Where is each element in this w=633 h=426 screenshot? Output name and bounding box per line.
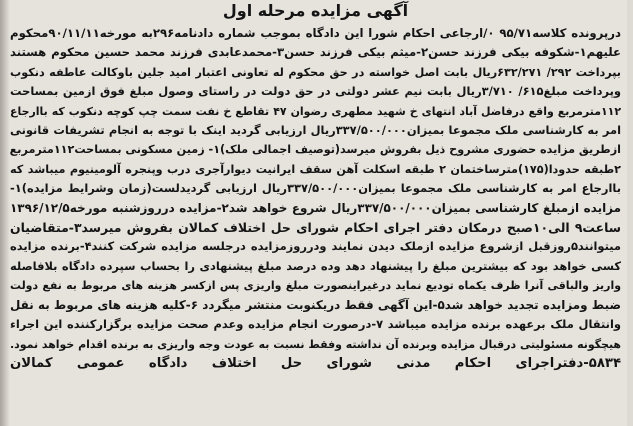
- notice-line: مزایده ازمبلغ کارشناسی بمیزان۳۳۷/۵۰۰/۰۰۰ریال شروع خواهد شد۲-مزایده درروزشنبه مورخه۱۳۹۶/۱۲/۵: [10, 200, 621, 215]
- page-edge-shadow: [0, 0, 10, 426]
- notice-line: درپرونده کلاسه۹۵/۷۱ ۰/ارجاعی احکام شورا این دادگاه بموجب شماره دادنامه۲۹۶به مورخه۹۰/۱۱/۱۱محکوم: [10, 26, 621, 40]
- notice-line: میتوانند۵روزقبل ازشروع مزایده ازملک دیدن نمایند ودرروزمزایده درجلسه مزایده شرکت کنند۴-برنده مزایده: [10, 239, 621, 254]
- notice-title: آگهی مزایده مرحله اول: [222, 1, 409, 20]
- notice-line: واریز والباقی آنرا ظرف یکماه تودیع نماید درغیراینصورت مبلغ واریزی پس ازکسر هزینه های مربوط به نفع دولت: [10, 279, 621, 293]
- notice-line: ۲طبقه حدودا(۱۷۵)مترساختمان ۲ طبقه اسکلت آهن سقف ایرانیت دیوارآجری درب وپنجره آلومینیوم میباشد که: [10, 162, 621, 176]
- notice-body: [4, 24, 627, 354]
- notice-line: وپرداخت مبلغ۶۱۵/ ۳/۷۱۰ریال بابت نیم عشر دولتی در حق دولت در راستای وصول مبلغ فوق ازمین بمساحت: [10, 84, 621, 99]
- notice-line: ساعت۹ الی۱۰صبح درمکان دفتر اجرای احکام شورای حل اختلاف کمالان بفروش میرسد۳-متقاضیان: [10, 220, 621, 236]
- notice-line: ۱۱۲مترمربع واقع درفاضل آباد انتهای خ شهید مطهری رضوان ۴۷ تقاطع خ نفت سمت چپ کوچه دنکوب که باارجاع: [10, 104, 621, 118]
- notice-line: هیچگونه مسئولیتی درقبال مزایده وبرنده آن نداشته وفقط نسبت به عودت وجه واریزی به برنده اقدام خواهد نمود.: [10, 337, 621, 351]
- notice-line: ضبط ومزایده تجدید خواهد شد۵-این آگهی فقط دریکنوبت منتشر میگردد ۶-کلیه هزینه های مربوط به نقل: [10, 297, 621, 312]
- notice-line: وانتقال ملک برعهده برنده مزایده میباشد ۷-درصورت انجام مزایده وعدم صحت مزایده برگزارکننده این اجراء: [10, 317, 621, 332]
- notice-page: [4, 0, 627, 426]
- notice-line: بپرداخت ۲۹۲/ ۶۳۲/۲۷۱ریال بابت اصل خواسته در حق محکوم له تعاونی اعتبار امید جلین باوکالت عاطفه دنکوب: [10, 65, 621, 79]
- notice-line: علیهم۱-شکوفه بیکی فرزند حسن۲-میثم بیکی فرزند حسن۳-محمدعابدی فرزند محمد حسین محکوم هستند: [10, 45, 621, 60]
- notice-line: ازطریق مزایده حضوری مشروح ذیل بفروش میرسد(توصیف اجمالی ملک)۱- زمین مسکونی بمساحت۱۱۲مترمربع: [10, 143, 621, 157]
- notice-footer: ۵۸۳۴-دفتراجرای احکام مدنی شورای حل اختلاف دادگاه عمومی کمالان: [10, 355, 621, 371]
- notice-line: باارجاع امر به کارشناسی ملک مجموعا بمیزان۳۳۷/۵۰۰/۰۰۰ریال ارزیابی گردیدلست(زمان وشرایط مزایده)۱-: [10, 181, 621, 196]
- notice-line: کسی خواهد بود که بیشترین مبلغ را پیشنهاد دهد وده درصد مبلغ پیشنهادی را بحساب سپرده دادگاه بلافاصله: [10, 258, 621, 273]
- notice-line: امر به کارشناسی ملک مجموعا بمیزان۳۳۷/۵۰۰/۰۰۰ریال ارزیابی گردید اینک با توجه به انجام تشریفات قانونی: [10, 123, 621, 138]
